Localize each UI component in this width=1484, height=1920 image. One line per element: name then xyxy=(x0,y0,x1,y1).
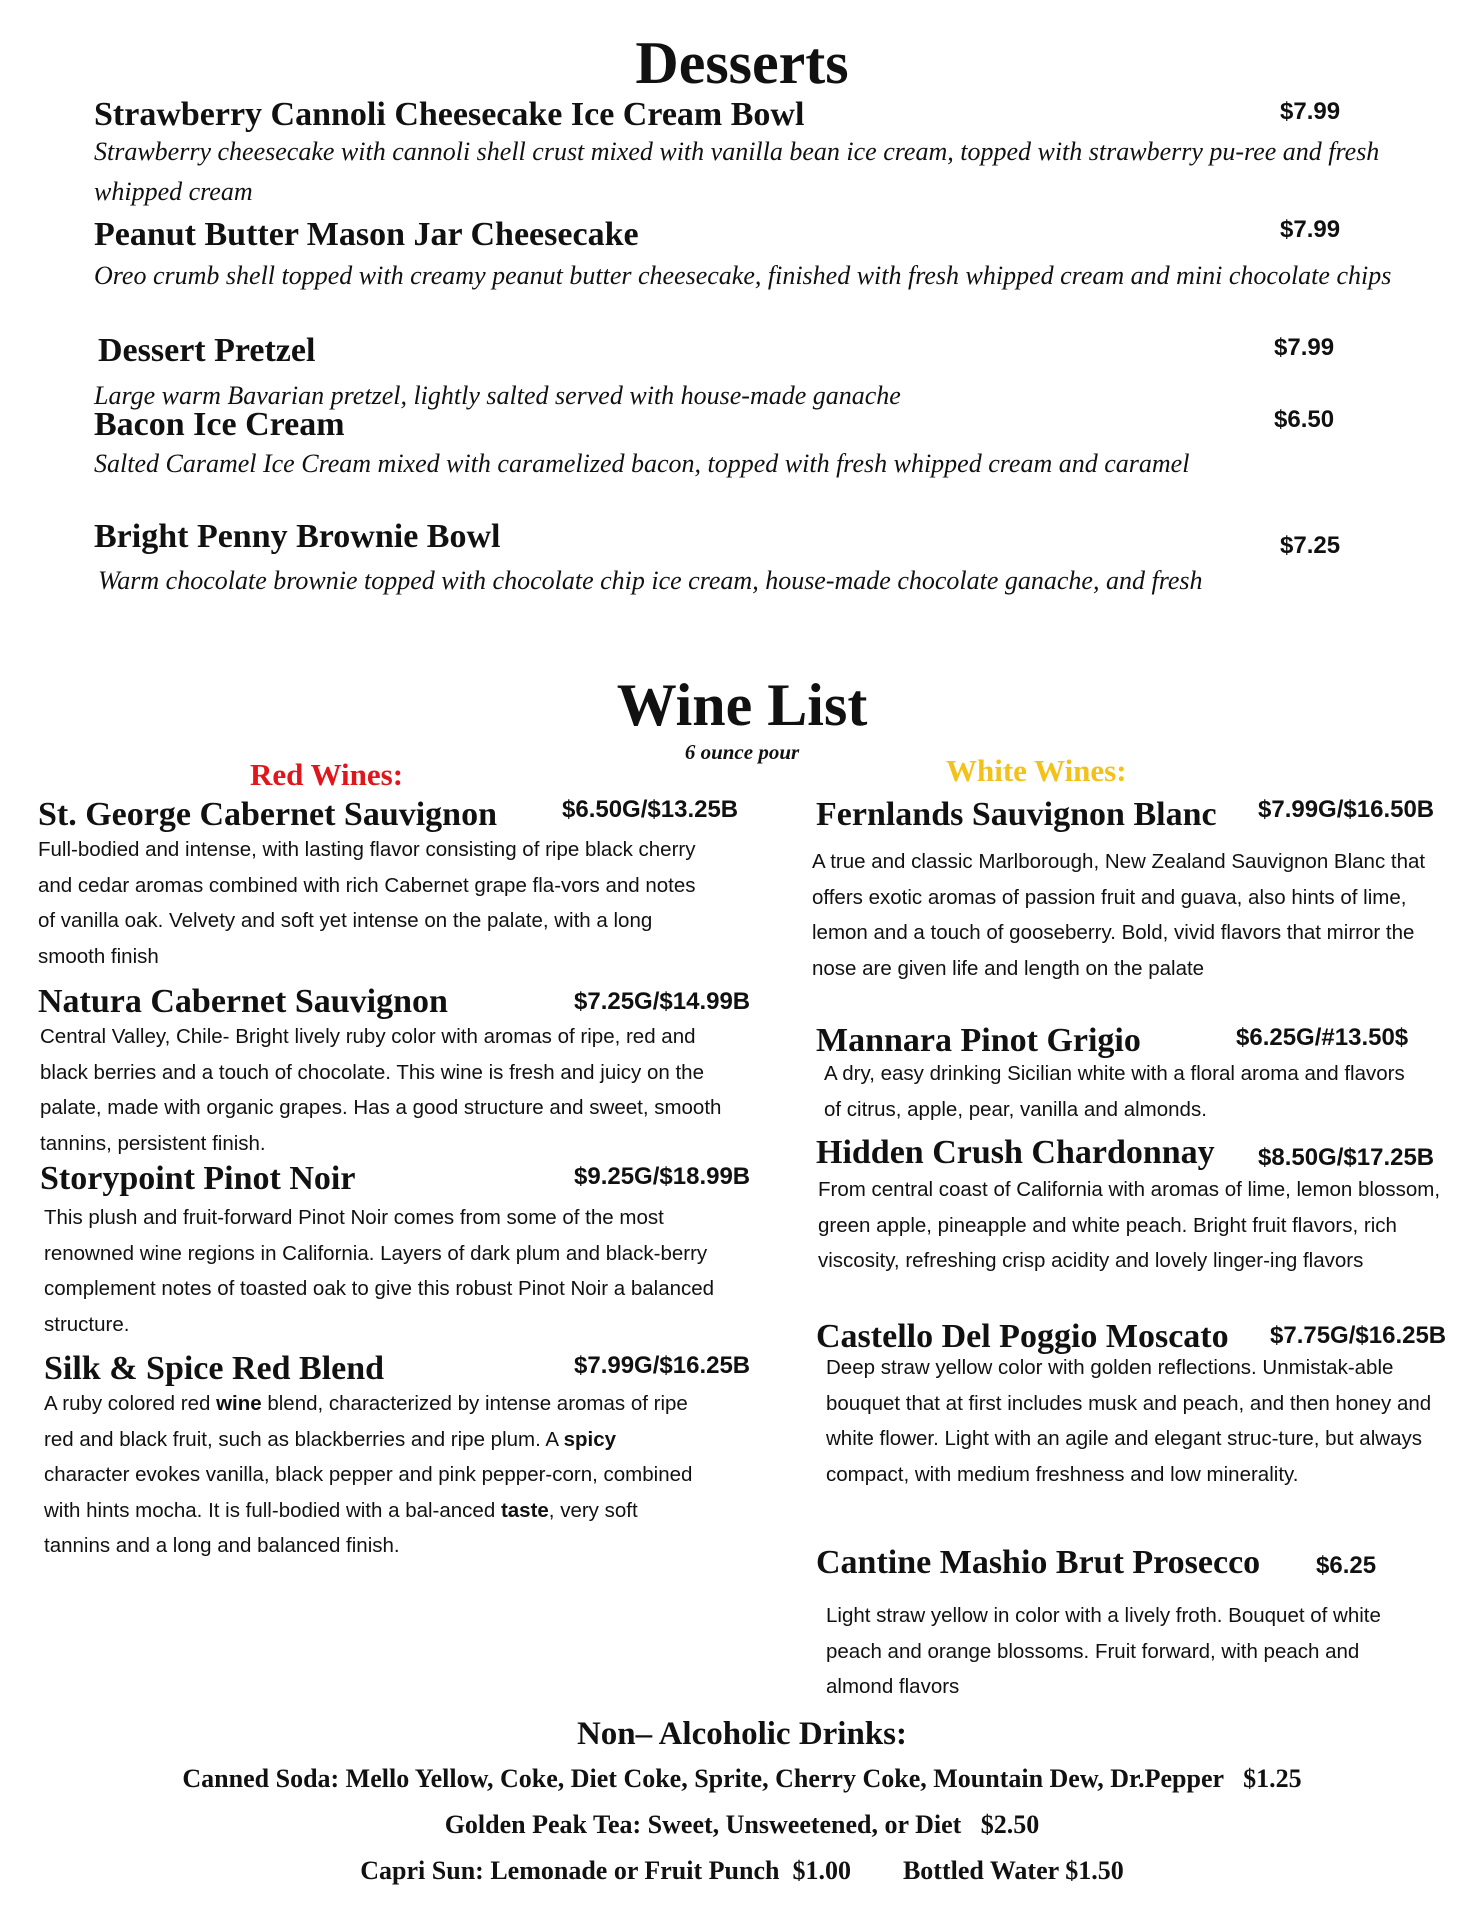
dessert-name: Bright Penny Brownie Bowl xyxy=(94,518,501,555)
white-wine-name: Hidden Crush Chardonnay xyxy=(816,1134,1215,1171)
wine-list-subtitle: 6 ounce pour xyxy=(684,740,800,764)
non-alcoholic-line: Golden Peak Tea: Sweet, Unsweetened, or Diet $2.50 xyxy=(444,1810,1040,1839)
dessert-name: Bacon Ice Cream xyxy=(94,406,345,443)
dessert-price: $7.99 xyxy=(1280,98,1341,125)
dessert-price: $6.50 xyxy=(1274,406,1335,433)
dessert-description: Strawberry cheesecake with cannoli shell crust mixed with vanilla bean ice cream, topped with strawberry pu-ree and fresh whipped cream xyxy=(94,137,1380,206)
white-wine-description: Light straw yellow in color with a lively froth. Bouquet of white peach and orange blossoms. Fruit forward, with peach and almond flavors xyxy=(826,1604,1381,1698)
white-wine-price: $8.50G/$17.25B xyxy=(1258,1144,1435,1171)
dessert-price: $7.99 xyxy=(1280,216,1341,243)
dessert-price: $7.25 xyxy=(1280,532,1341,559)
dessert-description: Salted Caramel Ice Cream mixed with caramelized bacon, topped with fresh whipped cream and caramel xyxy=(94,449,1190,478)
white-wine-name: Fernlands Sauvignon Blanc xyxy=(816,796,1217,833)
white-wine-name: Castello Del Poggio Moscato xyxy=(816,1318,1229,1355)
desc-bold-text: wine xyxy=(216,1392,262,1415)
desc-text: , very soft tannins and a long and balanced finish. xyxy=(44,1498,638,1557)
red-wine-price: $9.25G/$18.99B xyxy=(574,1163,751,1190)
desc-bold-text: spicy xyxy=(563,1427,617,1451)
dessert-name: Peanut Butter Mason Jar Cheesecake xyxy=(94,216,639,253)
white-wine-description: From central coast of California with aromas of lime, lemon blossom, green apple, pineapple and white peach. Bright fruit flavors, rich viscosity, refreshing crisp acidity and lovely linger-ing flavors xyxy=(818,1178,1441,1272)
red-wine-name: Natura Cabernet Sauvignon xyxy=(38,983,448,1020)
red-wine-price: $7.99G/$16.25B xyxy=(574,1352,751,1379)
desc-bold-text: taste xyxy=(500,1498,549,1522)
dessert-description: Oreo crumb shell topped with creamy peanut butter cheesecake, finished with fresh whipped cream and mini chocolate chips xyxy=(94,261,1392,290)
red-wine-name: Storypoint Pinot Noir xyxy=(40,1160,356,1197)
red-wine-description: Full-bodied and intense, with lasting flavor consisting of ripe black cherry and cedar aromas combined with rich Cabernet grape fla-vors and notes of vanilla oak. Velvety and soft yet intense on the palate, with a long smooth finish xyxy=(38,838,696,968)
dessert-name: Dessert Pretzel xyxy=(98,332,316,369)
red-wine-price: $7.25G/$14.99B xyxy=(574,988,751,1015)
white-wine-price: $7.75G/$16.25B xyxy=(1270,1322,1447,1349)
non-alcoholic-title: Non– Alcoholic Drinks: xyxy=(576,1716,908,1752)
red-wines-heading: Red Wines: xyxy=(250,757,404,792)
red-wine-name: Silk & Spice Red Blend xyxy=(44,1350,385,1387)
white-wines-heading: White Wines: xyxy=(946,753,1127,788)
red-wine-description: This plush and fruit-forward Pinot Noir comes from some of the most renowned wine regions in California. Layers of dark plum and black-berry complement notes of toasted oak to give this robust Pinot Noir a balanced structure. xyxy=(44,1206,715,1336)
desc-text: blend, characterized by intense aromas of ripe red and black fruit, such as blackberries and ripe plum. A xyxy=(44,1392,688,1451)
red-wine-description: Central Valley, Chile- Bright lively ruby color with aromas of ripe, red and black berries and a touch of chocolate. This wine is fresh and juicy on the palate, made with organic grapes. Has a good structure and sweet, smooth tannins, persistent finish. xyxy=(40,1025,722,1155)
white-wine-price: $7.99G/$16.50B xyxy=(1258,796,1435,823)
desc-text: A ruby colored red xyxy=(44,1392,217,1415)
white-wine-price: $6.25G/#13.50$ xyxy=(1236,1024,1409,1051)
white-wine-description: A dry, easy drinking Sicilian white with a floral aroma and flavors of citrus, apple, pear, vanilla and almonds. xyxy=(824,1062,1405,1121)
dessert-description: Large warm Bavarian pretzel, lightly salted served with house-made ganache xyxy=(94,381,901,410)
white-wine-name: Mannara Pinot Grigio xyxy=(816,1022,1141,1059)
red-wine-price: $6.50G/$13.25B xyxy=(562,796,739,823)
white-wine-price: $6.25 xyxy=(1316,1552,1377,1579)
non-alcoholic-line: Capri Sun: Lemonade or Fruit Punch $1.00 Bottled Water $1.50 xyxy=(360,1856,1124,1885)
white-wine-description: A true and classic Marlborough, New Zealand Sauvignon Blanc that offers exotic aromas of passion fruit and guava, also hints of lime, lemon and a touch of gooseberry. Bold, vivid flavors that mirror the nose are given life and length on the palate xyxy=(812,850,1426,980)
white-wine-description: Deep straw yellow color with golden reflections. Unmistak-able bouquet that at first includes musk and peach, and then honey and white flower. Light with an agile and elegant struc-ture, but always compact, with medium freshness and low minerality. xyxy=(826,1356,1432,1486)
desserts-title: Desserts xyxy=(635,30,849,96)
dessert-description: Warm chocolate brownie topped with chocolate chip ice cream, house-made chocolate ganache, and fresh xyxy=(98,566,1203,595)
red-wine-name: St. George Cabernet Sauvignon xyxy=(38,796,497,833)
non-alcoholic-line: Canned Soda: Mello Yellow, Coke, Diet Coke, Sprite, Cherry Coke, Mountain Dew, Dr.Pepper $1.25 xyxy=(182,1764,1302,1793)
dessert-name: Strawberry Cannoli Cheesecake Ice Cream Bowl xyxy=(94,96,805,133)
desc-text: character evokes vanilla, black pepper and pink pepper-corn, combined with hints mocha. It is full-bodied with a bal-anced xyxy=(44,1463,693,1522)
red-wine-description xyxy=(44,1386,694,1564)
dessert-price: $7.99 xyxy=(1274,334,1335,361)
wine-list-title: Wine List xyxy=(616,672,868,738)
white-wine-name: Cantine Mashio Brut Prosecco xyxy=(816,1544,1261,1581)
